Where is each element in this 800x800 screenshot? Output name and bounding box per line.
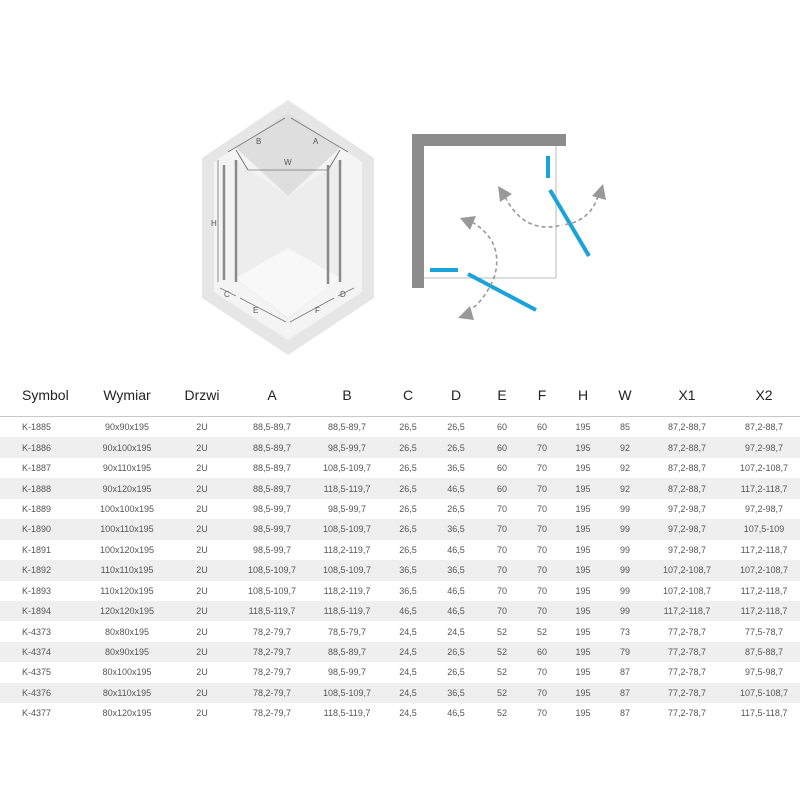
cell-c: 24,5 xyxy=(386,642,430,662)
cell-f: 70 xyxy=(536,463,547,474)
cell-wymiar: 100x100x195 xyxy=(99,503,155,514)
table-row xyxy=(0,683,800,703)
cell-b: 108,5-109,7 xyxy=(308,519,386,539)
cell-c: 26,5 xyxy=(399,463,417,474)
cell-x2: 117,2-118,7 xyxy=(728,601,800,621)
cell-wymiar: 80x110x195 xyxy=(86,683,168,703)
cell-a: 78,2-79,7 xyxy=(252,708,292,719)
cell-symbol: K-1893 xyxy=(22,585,52,596)
cell-d: 24,5 xyxy=(447,626,465,637)
cell-c: 24,5 xyxy=(399,667,417,678)
cell-c: 36,5 xyxy=(399,585,417,596)
cell-b: 88,5-89,7 xyxy=(308,642,386,662)
cell-w: 99 xyxy=(604,519,646,539)
cell-e: 60 xyxy=(482,478,522,498)
cell-d: 46,5 xyxy=(447,544,465,555)
cell-symbol: K-1887 xyxy=(22,463,52,474)
cell-b: 98,5-99,7 xyxy=(308,437,386,457)
cell-x2: 87,5-88,7 xyxy=(728,642,800,662)
cell-x1: 77,2-78,7 xyxy=(646,683,728,703)
cell-x1: 97,2-98,7 xyxy=(646,519,728,539)
label-h: H xyxy=(211,219,217,228)
cell-x1: 77,2-78,7 xyxy=(667,667,707,678)
isometric-shower-drawing xyxy=(202,100,374,355)
cell-drzwi: 2U xyxy=(196,503,208,514)
header-symbol: Symbol xyxy=(0,374,86,417)
cell-f: 70 xyxy=(536,585,547,596)
cell-h: 195 xyxy=(575,463,591,474)
cell-drzwi: 2U xyxy=(168,683,236,703)
cell-x2: 77,5-78,7 xyxy=(744,626,784,637)
cell-x2: 117,2-118,7 xyxy=(728,478,800,498)
header-w: W xyxy=(604,374,646,417)
cell-x2: 87,2-88,7 xyxy=(744,422,784,433)
cell-x1: 97,2-98,7 xyxy=(667,503,707,514)
cell-e: 52 xyxy=(496,708,507,719)
cell-h: 195 xyxy=(562,601,604,621)
cell-f: 60 xyxy=(536,422,547,433)
cell-w: 99 xyxy=(619,544,630,555)
cell-x1: 117,2-118,7 xyxy=(646,601,728,621)
cell-x1: 87,2-88,7 xyxy=(646,437,728,457)
cell-w: 73 xyxy=(619,626,630,637)
cell-d: 26,5 xyxy=(430,642,482,662)
cell-a: 98,5-99,7 xyxy=(252,503,292,514)
cell-d: 26,5 xyxy=(447,667,465,678)
header-f: F xyxy=(522,374,562,417)
cell-w: 99 xyxy=(604,601,646,621)
cell-b: 118,5-119,7 xyxy=(308,601,386,621)
cell-a: 98,5-99,7 xyxy=(236,519,308,539)
header-a: A xyxy=(236,374,308,417)
cell-b: 118,2-119,7 xyxy=(323,544,371,555)
table-row xyxy=(0,499,800,519)
cell-x1: 107,2-108,7 xyxy=(646,560,728,580)
cell-x2: 107,2-108,7 xyxy=(728,560,800,580)
header-x1: X1 xyxy=(646,374,728,417)
cell-f: 70 xyxy=(522,478,562,498)
cell-x1: 87,2-88,7 xyxy=(667,422,707,433)
cell-drzwi: 2U xyxy=(196,626,208,637)
label-d: D xyxy=(340,290,346,299)
cell-symbol: K-1891 xyxy=(22,544,52,555)
cell-w: 92 xyxy=(619,463,630,474)
cell-h: 195 xyxy=(575,708,591,719)
cell-x1: 107,2-108,7 xyxy=(662,585,712,596)
door-leaf-left xyxy=(468,274,536,310)
cell-x2: 107,5-109 xyxy=(728,519,800,539)
cell-e: 70 xyxy=(482,601,522,621)
label-e: E xyxy=(253,306,259,315)
cell-c: 46,5 xyxy=(386,601,430,621)
cell-e: 52 xyxy=(496,667,507,678)
cell-f: 60 xyxy=(522,642,562,662)
cell-f: 70 xyxy=(522,437,562,457)
cell-e: 60 xyxy=(496,422,507,433)
table-row xyxy=(0,478,800,498)
cell-wymiar: 80x80x195 xyxy=(104,626,150,637)
cell-wymiar: 120x120x195 xyxy=(86,601,168,621)
cell-wymiar: 90x120x195 xyxy=(86,478,168,498)
cell-w: 99 xyxy=(604,560,646,580)
table-row xyxy=(0,642,800,662)
cell-f: 70 xyxy=(522,683,562,703)
label-a: A xyxy=(313,137,319,146)
cell-symbol: K-1890 xyxy=(0,519,86,539)
specification-table xyxy=(0,374,800,724)
cell-a: 108,5-109,7 xyxy=(236,560,308,580)
cell-d: 46,5 xyxy=(430,478,482,498)
cell-drzwi: 2U xyxy=(196,422,208,433)
cell-f: 70 xyxy=(522,601,562,621)
cell-d: 26,5 xyxy=(430,437,482,457)
cell-d: 46,5 xyxy=(447,708,465,719)
cell-e: 70 xyxy=(496,503,507,514)
cell-x1: 77,2-78,7 xyxy=(646,642,728,662)
cell-wymiar: 90x110x195 xyxy=(102,463,152,474)
cell-c: 24,5 xyxy=(386,683,430,703)
cell-x1: 77,2-78,7 xyxy=(667,626,707,637)
label-c: C xyxy=(224,290,230,299)
cell-symbol: K-1889 xyxy=(22,503,52,514)
cell-e: 70 xyxy=(482,560,522,580)
cell-a: 88,5-89,7 xyxy=(236,437,308,457)
header-d: D xyxy=(430,374,482,417)
table-row xyxy=(0,662,800,682)
cell-x2: 97,2-98,7 xyxy=(744,503,784,514)
cell-b: 108,5-109,7 xyxy=(308,560,386,580)
cell-x1: 87,2-88,7 xyxy=(667,463,707,474)
cell-w: 99 xyxy=(619,503,630,514)
cell-c: 26,5 xyxy=(399,544,417,555)
cell-wymiar: 80x90x195 xyxy=(86,642,168,662)
cell-w: 79 xyxy=(604,642,646,662)
cell-w: 87 xyxy=(619,667,630,678)
cell-f: 70 xyxy=(536,544,547,555)
cell-a: 88,5-89,7 xyxy=(252,463,292,474)
label-w: W xyxy=(284,158,292,167)
cell-drzwi: 2U xyxy=(168,478,236,498)
cell-e: 70 xyxy=(496,544,507,555)
header-c: C xyxy=(386,374,430,417)
cell-c: 24,5 xyxy=(399,626,417,637)
cell-a: 98,5-99,7 xyxy=(252,544,292,555)
cell-f: 70 xyxy=(536,708,547,719)
cell-e: 70 xyxy=(496,585,507,596)
cell-x2: 97,2-98,7 xyxy=(728,437,800,457)
cell-drzwi: 2U xyxy=(168,437,236,457)
cell-x1: 87,2-88,7 xyxy=(646,478,728,498)
table-row xyxy=(0,621,800,641)
header-wymiar: Wymiar xyxy=(86,374,168,417)
cell-symbol: K-1888 xyxy=(0,478,86,498)
cell-b: 98,5-99,7 xyxy=(327,667,367,678)
cell-d: 36,5 xyxy=(430,519,482,539)
cell-w: 87 xyxy=(604,683,646,703)
cell-h: 195 xyxy=(575,667,591,678)
cell-h: 195 xyxy=(562,437,604,457)
cell-wymiar: 110x120x195 xyxy=(100,585,154,596)
cell-symbol: K-1885 xyxy=(22,422,52,433)
cell-symbol: K-1886 xyxy=(0,437,86,457)
cell-b: 88,5-89,7 xyxy=(327,422,367,433)
cell-wymiar: 100x120x195 xyxy=(99,544,155,555)
cell-d: 46,5 xyxy=(447,585,465,596)
cell-a: 78,2-79,7 xyxy=(236,642,308,662)
cell-x2: 107,5-108,7 xyxy=(728,683,800,703)
cell-drzwi: 2U xyxy=(196,708,208,719)
label-f: F xyxy=(315,306,320,315)
table-row xyxy=(0,601,800,621)
cell-symbol: K-4375 xyxy=(22,667,52,678)
header-b: B xyxy=(308,374,386,417)
cell-x1: 97,2-98,7 xyxy=(667,544,707,555)
cell-drzwi: 2U xyxy=(196,463,208,474)
table-row xyxy=(0,519,800,539)
cell-drzwi: 2U xyxy=(168,519,236,539)
table-row xyxy=(0,437,800,457)
header-x2: X2 xyxy=(728,374,800,417)
cell-d: 36,5 xyxy=(447,463,465,474)
cell-h: 195 xyxy=(575,585,591,596)
cell-symbol: K-4374 xyxy=(0,642,86,662)
table-row xyxy=(0,560,800,580)
cell-x2: 107,2-108,7 xyxy=(739,463,789,474)
cell-d: 36,5 xyxy=(430,560,482,580)
cell-h: 195 xyxy=(562,642,604,662)
cell-b: 118,5-119,7 xyxy=(308,478,386,498)
cell-h: 195 xyxy=(562,478,604,498)
cell-a: 78,2-79,7 xyxy=(236,683,308,703)
cell-f: 70 xyxy=(536,503,547,514)
cell-c: 26,5 xyxy=(399,422,417,433)
cell-symbol: K-4377 xyxy=(22,708,52,719)
cell-h: 195 xyxy=(575,422,591,433)
header-e: E xyxy=(482,374,522,417)
cell-b: 118,5-119,7 xyxy=(323,708,371,719)
cell-symbol: K-1892 xyxy=(0,560,86,580)
cell-x1: 77,2-78,7 xyxy=(667,708,707,719)
cell-e: 60 xyxy=(496,463,507,474)
cell-b: 98,5-99,7 xyxy=(327,503,367,514)
table-row xyxy=(0,581,800,601)
cell-symbol: K-4373 xyxy=(22,626,52,637)
header-drzwi: Drzwi xyxy=(168,374,236,417)
cell-symbol: K-4376 xyxy=(0,683,86,703)
cell-h: 195 xyxy=(575,544,591,555)
cell-x2: 97,5-98,7 xyxy=(744,667,784,678)
cell-wymiar: 90x100x195 xyxy=(86,437,168,457)
cell-d: 26,5 xyxy=(447,503,465,514)
cell-f: 70 xyxy=(522,560,562,580)
cell-f: 70 xyxy=(536,667,547,678)
cell-h: 195 xyxy=(562,560,604,580)
cell-wymiar: 110x110x195 xyxy=(86,560,168,580)
cell-c: 26,5 xyxy=(399,503,417,514)
cell-a: 118,5-119,7 xyxy=(236,601,308,621)
cell-a: 88,5-89,7 xyxy=(236,478,308,498)
cell-c: 26,5 xyxy=(386,437,430,457)
cell-x2: 117,2-118,7 xyxy=(740,544,788,555)
cell-f: 52 xyxy=(536,626,547,637)
table-row xyxy=(0,458,800,478)
cell-a: 78,2-79,7 xyxy=(252,626,292,637)
cell-w: 85 xyxy=(619,422,630,433)
cell-e: 52 xyxy=(482,642,522,662)
cell-e: 52 xyxy=(496,626,507,637)
cell-c: 26,5 xyxy=(386,519,430,539)
cell-drzwi: 2U xyxy=(196,544,208,555)
shower-diagrams xyxy=(0,0,800,370)
cell-d: 36,5 xyxy=(430,683,482,703)
cell-w: 99 xyxy=(619,585,630,596)
cell-c: 26,5 xyxy=(386,478,430,498)
cell-b: 108,5-109,7 xyxy=(308,683,386,703)
cell-e: 52 xyxy=(482,683,522,703)
cell-w: 92 xyxy=(604,437,646,457)
cell-e: 70 xyxy=(482,519,522,539)
cell-b: 118,2-119,7 xyxy=(323,585,371,596)
cell-w: 92 xyxy=(604,478,646,498)
table-row xyxy=(0,703,800,723)
cell-h: 195 xyxy=(562,683,604,703)
cell-wymiar: 100x110x195 xyxy=(86,519,168,539)
cell-h: 195 xyxy=(562,519,604,539)
cell-a: 88,5-89,7 xyxy=(252,422,292,433)
cell-f: 70 xyxy=(522,519,562,539)
table-header-row xyxy=(0,374,800,417)
cell-a: 78,2-79,7 xyxy=(252,667,292,678)
cell-h: 195 xyxy=(575,626,591,637)
cell-wymiar: 80x120x195 xyxy=(102,708,152,719)
cell-drzwi: 2U xyxy=(196,667,208,678)
cell-x2: 117,5-118,7 xyxy=(740,708,788,719)
cell-c: 24,5 xyxy=(399,708,417,719)
cell-drzwi: 2U xyxy=(168,642,236,662)
cell-symbol: K-1894 xyxy=(0,601,86,621)
table-row xyxy=(0,417,800,438)
cell-wymiar: 90x90x195 xyxy=(104,422,150,433)
cell-h: 195 xyxy=(575,503,591,514)
label-b: B xyxy=(256,137,262,146)
cell-wymiar: 80x100x195 xyxy=(102,667,152,678)
cell-c: 36,5 xyxy=(386,560,430,580)
cell-e: 60 xyxy=(482,437,522,457)
cell-x2: 117,2-118,7 xyxy=(740,585,788,596)
cell-b: 78,5-79,7 xyxy=(327,626,367,637)
header-h: H xyxy=(562,374,604,417)
top-view-plan xyxy=(412,134,606,320)
cell-drzwi: 2U xyxy=(168,601,236,621)
cell-b: 108,5-109,7 xyxy=(322,463,372,474)
cell-d: 46,5 xyxy=(430,601,482,621)
cell-d: 26,5 xyxy=(447,422,465,433)
cell-w: 87 xyxy=(619,708,630,719)
cell-drzwi: 2U xyxy=(196,585,208,596)
table-row xyxy=(0,540,800,560)
cell-a: 108,5-109,7 xyxy=(247,585,297,596)
cell-drzwi: 2U xyxy=(168,560,236,580)
